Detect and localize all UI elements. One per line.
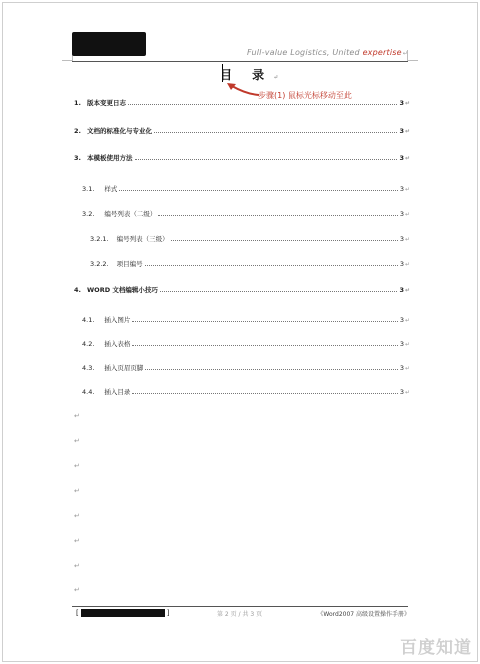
toc-entry-number: 2. [74, 127, 81, 135]
toc-entry[interactable] [82, 314, 410, 324]
toc-entry[interactable] [82, 338, 410, 348]
paragraph-mark: ↵ [404, 236, 410, 243]
paragraph-mark: ↵ [273, 74, 287, 81]
toc-leader-dots [128, 103, 397, 105]
toc-entry[interactable] [82, 362, 410, 372]
toc-entry-label: 项目编号 [116, 260, 143, 268]
toc-entry-number: 3. [74, 154, 81, 162]
paragraph-mark: ↵ [404, 211, 410, 218]
toc-entry-number: 3.2. [82, 210, 95, 218]
slogan-text: Full-value Logistics, United [247, 48, 363, 57]
toc-leader-dots [154, 131, 397, 133]
toc-entry-page: 3 [399, 99, 404, 107]
toc-entry-page: 3 [399, 185, 404, 193]
toc-entry-label: 插入页眉页脚 [104, 364, 144, 372]
paragraph-mark: ↵ [404, 317, 410, 324]
footer-bracket-close: ] [166, 609, 170, 617]
empty-paragraph-mark: ↵ [74, 487, 80, 495]
paragraph-mark: ↵ [404, 128, 410, 135]
footer-left [76, 609, 169, 617]
empty-paragraph-mark: ↵ [74, 437, 80, 445]
toc-entry[interactable] [90, 233, 410, 243]
toc-entry[interactable] [82, 183, 410, 193]
empty-paragraph-mark: ↵ [74, 412, 80, 420]
toc-entry-page: 3 [399, 235, 404, 243]
empty-paragraph-mark: ↵ [74, 462, 80, 470]
paragraph-mark: ↵ [402, 50, 408, 57]
empty-paragraph-mark: ↵ [74, 562, 80, 570]
toc-entry-label: 插入图片 [104, 316, 131, 324]
footer-rule [72, 606, 408, 607]
toc-leader-dots [132, 344, 397, 346]
toc-entry-number: 3.1. [82, 185, 95, 193]
paragraph-mark: ↵ [404, 389, 410, 396]
company-logo-redacted [72, 32, 146, 56]
toc-entry-label: 编号列表（二级） [104, 210, 157, 218]
toc-entry[interactable] [82, 386, 410, 396]
footer-page-number: 第 2 页 / 共 3 页 [217, 611, 263, 618]
header-rule [72, 61, 408, 62]
toc-entry-label: WORD 文档编辑小技巧 [87, 286, 158, 294]
toc-leader-dots [171, 239, 398, 241]
empty-paragraph-mark: ↵ [74, 537, 80, 545]
paragraph-mark: ↵ [404, 186, 410, 193]
empty-paragraph-mark: ↵ [74, 586, 80, 594]
toc-title-text: 目 录 [220, 68, 273, 82]
toc-entry-label: 本模板使用方法 [87, 154, 133, 162]
toc-entry-label: 插入表格 [104, 340, 131, 348]
paragraph-mark: ↵ [404, 365, 410, 372]
toc-title[interactable] [220, 66, 286, 83]
toc-leader-dots [132, 320, 397, 322]
toc-leader-dots [145, 368, 397, 370]
toc-entry-number: 4.4. [82, 388, 95, 396]
paragraph-mark: ↵ [404, 341, 410, 348]
paragraph-mark: ↵ [404, 100, 410, 107]
toc-entry-number: 4. [74, 286, 81, 294]
toc-entry-number: 1. [74, 99, 81, 107]
toc-leader-dots [119, 189, 397, 191]
baidu-zhidao-watermark: 百度知道 [400, 638, 472, 658]
toc-leader-dots [132, 392, 397, 394]
footer-company-redacted [81, 609, 165, 617]
toc-entry-label: 版本变更日志 [87, 99, 126, 107]
toc-entry[interactable] [82, 208, 410, 218]
toc-leader-dots [135, 158, 398, 160]
toc-entry-page: 3 [399, 154, 404, 162]
toc-entry-label: 样式 [104, 185, 118, 193]
toc-entry-page: 3 [399, 388, 404, 396]
toc-entry-number: 3.2.1. [90, 235, 109, 243]
slogan-accent: expertise [362, 48, 402, 57]
toc-entry-page: 3 [399, 286, 404, 294]
toc-leader-dots [145, 264, 398, 266]
toc-entry-number: 4.1. [82, 316, 95, 324]
empty-paragraph-mark: ↵ [74, 512, 80, 520]
paragraph-mark: ↵ [404, 261, 410, 268]
toc-entry[interactable] [90, 258, 410, 268]
toc-entry-page: 3 [399, 316, 404, 324]
footer-doc-title: 《Word2007 高级设置操作手册》 [317, 611, 410, 618]
toc-entry-number: 3.2.2. [90, 260, 109, 268]
crop-mark-top-right [407, 50, 418, 61]
toc-entry-page: 3 [399, 260, 404, 268]
paragraph-mark: ↵ [404, 287, 410, 294]
toc-entry-page: 3 [399, 127, 404, 135]
toc-entry-number: 4.2. [82, 340, 95, 348]
toc-entry[interactable] [74, 284, 410, 294]
annotation-label: 步骤(1) 鼠标光标移动至此 [258, 91, 352, 100]
toc-entry-label: 编号列表（三级） [116, 235, 169, 243]
toc-entry-label: 文档的标准化与专业化 [87, 127, 152, 135]
toc-entry[interactable] [74, 152, 410, 162]
toc-entry-page: 3 [399, 210, 404, 218]
toc-entry[interactable] [74, 125, 410, 135]
footer-bracket-open: [ [76, 609, 79, 617]
header-slogan [247, 48, 408, 57]
toc-leader-dots [160, 290, 398, 292]
toc-entry-page: 3 [399, 340, 404, 348]
toc-entry-page: 3 [399, 364, 404, 372]
toc-entry[interactable] [74, 97, 410, 107]
toc-leader-dots [158, 214, 397, 216]
toc-entry-number: 4.3. [82, 364, 95, 372]
paragraph-mark: ↵ [404, 155, 410, 162]
toc-entry-label: 插入目录 [104, 388, 131, 396]
annotation-arrow-icon [226, 82, 260, 98]
